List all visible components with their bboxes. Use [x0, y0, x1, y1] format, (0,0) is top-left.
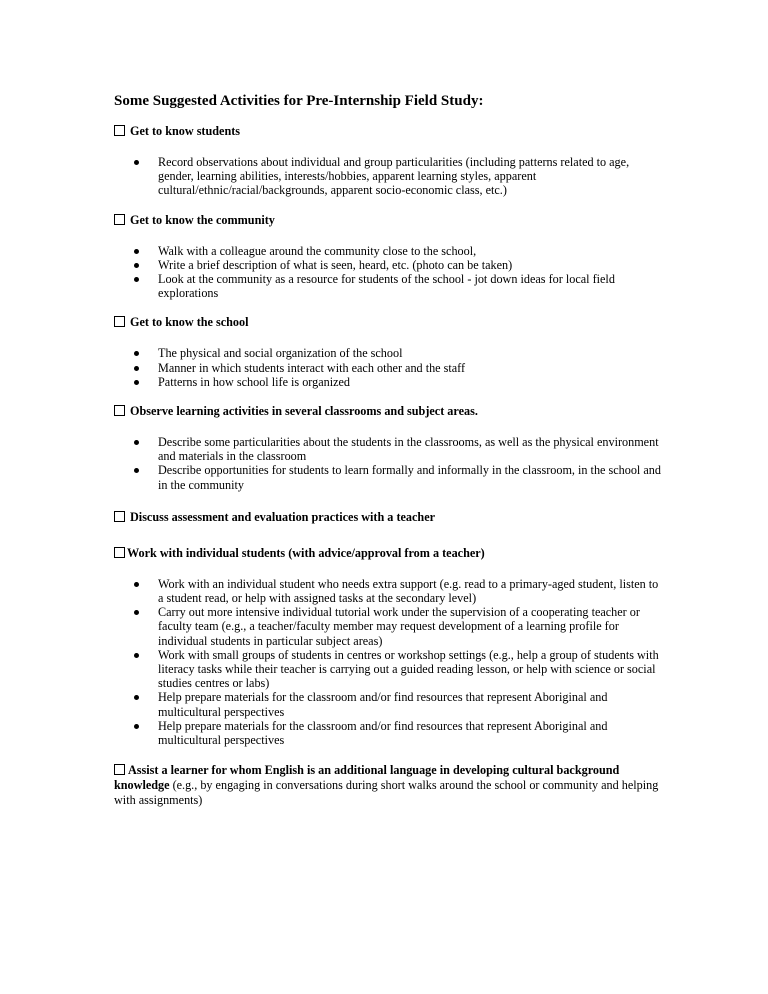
section-heading	[114, 124, 662, 139]
bullet-icon	[134, 582, 139, 587]
bullet-icon	[134, 263, 139, 268]
bullet-icon	[134, 380, 139, 385]
section-assist-learner	[114, 763, 662, 808]
section-heading	[114, 763, 662, 808]
bullet-icon	[134, 366, 139, 371]
section-heading-text: Discuss assessment and evaluation practices with a teacher	[130, 509, 436, 524]
section-heading	[114, 315, 662, 330]
bullet-icon	[134, 695, 139, 700]
list-item: Carry out more intensive individual tutorial work under the supervision of a cooperating teacher or faculty team (e.g., a teacher/faculty member may request development of a learning profile for individual students in particular subject areas)	[114, 605, 662, 648]
list-item: Describe opportunities for students to learn formally and informally in the classroom, in the school and in the community	[114, 463, 662, 491]
section-heading	[114, 546, 662, 561]
checkbox-icon[interactable]	[114, 316, 125, 327]
list-item: The physical and social organization of the school	[114, 346, 662, 360]
list-item: Walk with a colleague around the community close to the school,	[114, 244, 662, 258]
document-title: Some Suggested Activities for Pre-Internship Field Study:	[114, 93, 484, 109]
list-item: Manner in which students interact with each other and the staff	[114, 361, 662, 375]
section-observe-learning	[114, 404, 662, 492]
list-item: Write a brief description of what is seen, heard, etc. (photo can be taken)	[114, 258, 662, 272]
bullet-icon	[134, 468, 139, 473]
checkbox-icon[interactable]	[114, 214, 125, 225]
section-heading-text: Work with individual students (with advice/approval from a teacher)	[127, 545, 485, 560]
list-item: Record observations about individual and group particularities (including patterns related to age, gender, learning abilities, interests/hobbies, apparent learning styles, apparent cultural/ethnic/racial/backgrounds, apparent socio-economic class, etc.)	[114, 155, 662, 198]
checkbox-icon[interactable]	[114, 125, 125, 136]
section-heading	[114, 213, 662, 228]
section-heading-text: Get to know the community	[130, 212, 275, 227]
bullet-icon	[134, 724, 139, 729]
bullet-icon	[134, 160, 139, 165]
checkbox-icon[interactable]	[114, 405, 125, 416]
section-work-with-students	[114, 546, 662, 747]
section-heading-text: Assist a learner for whom English is an additional language in developing cultural background knowledge	[114, 763, 620, 793]
list-item: Help prepare materials for the classroom and/or find resources that represent Aboriginal and multicultural perspectives	[114, 719, 662, 747]
list-item: Patterns in how school life is organized	[114, 375, 662, 389]
section-heading	[114, 404, 662, 419]
section-get-to-know-students	[114, 124, 662, 198]
section-heading-note: (e.g., by engaging in conversations during short walks around the school or community and helping with assignments)	[114, 778, 659, 808]
section-get-to-know-school	[114, 315, 662, 389]
section-get-to-know-community	[114, 213, 662, 301]
bullet-list	[114, 155, 662, 198]
section-discuss-assessment	[114, 510, 662, 525]
bullet-list	[114, 346, 662, 389]
checkbox-icon[interactable]	[114, 764, 125, 775]
bullet-list	[114, 435, 662, 492]
checkbox-icon[interactable]	[114, 547, 125, 558]
list-item: Help prepare materials for the classroom and/or find resources that represent Aboriginal and multicultural perspectives	[114, 690, 662, 718]
list-item: Work with an individual student who needs extra support (e.g. read to a primary-aged student, listen to a student read, or help with assigned tasks at the secondary level)	[114, 577, 662, 605]
checkbox-icon[interactable]	[114, 511, 125, 522]
bullet-icon	[134, 440, 139, 445]
bullet-icon	[134, 351, 139, 356]
bullet-list	[114, 244, 662, 301]
section-heading-text: Get to know students	[130, 124, 241, 138]
list-item: Look at the community as a resource for students of the school - jot down ideas for local field explorations	[114, 272, 662, 300]
bullet-list	[114, 577, 662, 747]
bullet-icon	[134, 653, 139, 658]
document-page	[114, 92, 662, 808]
list-item: Describe some particularities about the students in the classrooms, as well as the physical environment and materials in the classroom	[114, 435, 662, 463]
bullet-icon	[134, 277, 139, 282]
section-heading-text: Get to know the school	[130, 315, 249, 330]
section-heading	[114, 510, 662, 525]
list-item: Work with small groups of students in centres or workshop settings (e.g., help a group of students with literacy tasks while their teacher is carrying out a guided reading lesson, or help with science or social studies centres or labs)	[114, 648, 662, 691]
bullet-icon	[134, 249, 139, 254]
bullet-icon	[134, 610, 139, 615]
section-heading-text: Observe learning activities in several classrooms and subject areas.	[130, 404, 478, 419]
